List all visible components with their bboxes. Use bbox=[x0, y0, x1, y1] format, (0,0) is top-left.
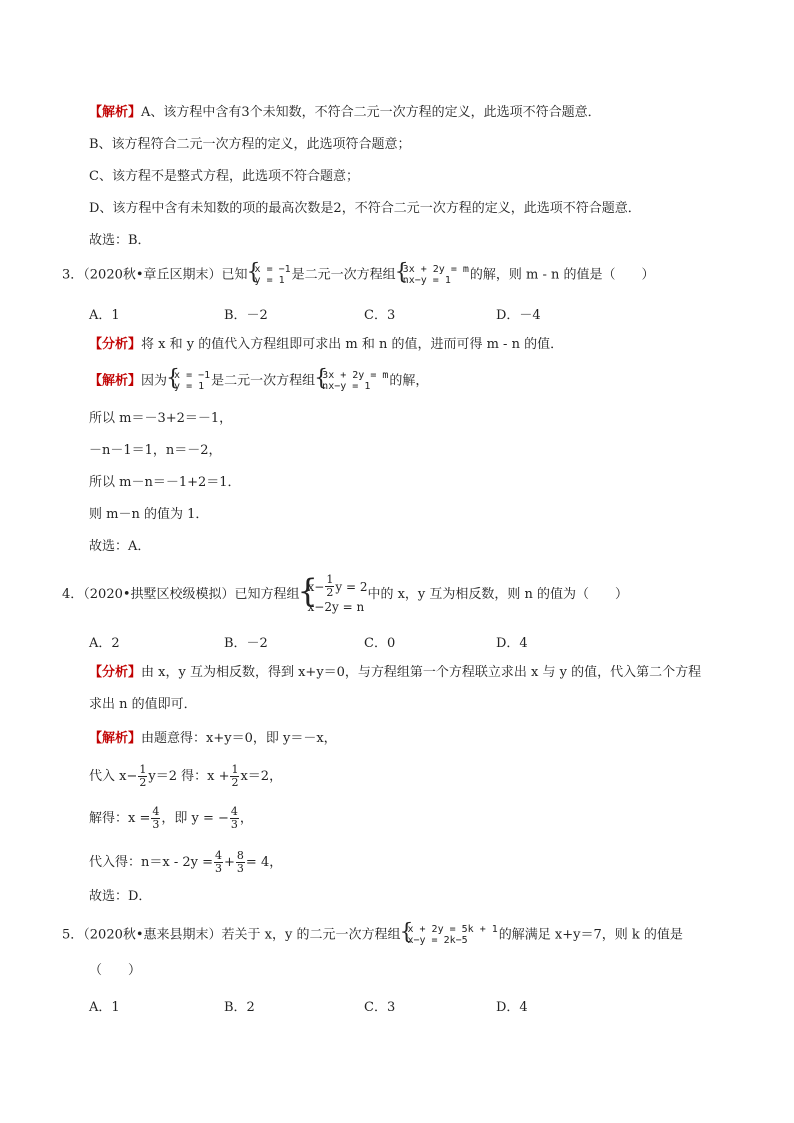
q3-sol-system-equations bbox=[316, 370, 388, 392]
q3-analysis bbox=[89, 336, 563, 354]
q4-option-c: C．0 bbox=[364, 636, 396, 651]
q4-sol2-frac2 bbox=[230, 764, 239, 789]
q3-sys1-row1: { x = −1 bbox=[254, 264, 291, 275]
analysis-tag: 【分析】 bbox=[89, 665, 142, 680]
q5-system bbox=[401, 924, 497, 946]
q3-step-4: 则 m－n 的值为 1． bbox=[89, 507, 209, 522]
q4-sol3-b: ，即 y = − bbox=[161, 811, 229, 826]
q2-a-text: A、该方程中含有3个未知数，不符合二元一次方程的定义，此选项不符合题意． bbox=[141, 105, 601, 120]
frac-den: 3 bbox=[152, 818, 160, 831]
q3-analysis-text: 将 x 和 y 的值代入方程组即可求出 m 和 n 的值，进而可得 m - n 的值． bbox=[141, 337, 564, 352]
q3-sol-sys2-row2: nx−y = 1 bbox=[322, 381, 371, 392]
q3-system-solution bbox=[249, 264, 291, 286]
q4-sys-frac bbox=[325, 574, 334, 599]
q4-option-a: A．2 bbox=[89, 636, 120, 651]
analysis-tag: 【分析】 bbox=[89, 337, 142, 352]
q3-option-b: B．－2 bbox=[224, 308, 268, 323]
q3-answer: 故选：A． bbox=[89, 539, 151, 554]
frac-den: 3 bbox=[236, 862, 244, 875]
q3-sol-system-solution bbox=[168, 370, 210, 392]
q5-sys-row2: x−y = 2k−5 bbox=[407, 935, 468, 946]
q4-sol3-frac2 bbox=[230, 806, 239, 831]
q3-stem bbox=[62, 264, 655, 286]
q2-analysis-b: B、该方程符合二元一次方程的定义，此选项符合题意； bbox=[89, 137, 411, 152]
q4-analysis-2: 求出 n 的值即可． bbox=[89, 697, 197, 712]
q5-paren: （ ） bbox=[89, 963, 142, 978]
q4-option-d: D．4 bbox=[496, 636, 528, 651]
q2-analysis-a bbox=[89, 104, 601, 122]
q4-sol4-frac1 bbox=[214, 850, 223, 875]
solution-tag: 【解析】 bbox=[89, 373, 142, 389]
frac-num: 1 bbox=[139, 763, 147, 776]
q4-sol4-a: 代入得：n＝x - 2y = bbox=[89, 855, 214, 870]
q4-sol4-frac2 bbox=[236, 850, 245, 875]
q5-option-b: B．2 bbox=[224, 1000, 255, 1015]
q3-stem-mid: 是二元一次方程组 bbox=[291, 267, 396, 283]
q3-sol-prefix: 因为 bbox=[141, 373, 168, 389]
q4-system bbox=[300, 574, 368, 615]
analysis-tag: 【解析】 bbox=[89, 105, 142, 120]
q3-sys2-row2: nx−y = 1 bbox=[402, 275, 451, 286]
q4-sol2-a: 代入 x− bbox=[89, 769, 138, 784]
q3-solution bbox=[89, 370, 428, 392]
q4-sys-row1-a: { x− bbox=[307, 579, 325, 594]
q5-option-d: D．4 bbox=[496, 1000, 528, 1015]
q4-sol2-c: x＝2， bbox=[240, 769, 283, 784]
solution-tag: 【解析】 bbox=[89, 731, 142, 746]
q3-stem-suffix: 的解，则 m - n 的值是（ ） bbox=[469, 267, 655, 283]
q4-stem-suffix: 中的 x，y 互为相反数，则 n 的值为（ ） bbox=[367, 587, 629, 602]
q3-option-d: D．－4 bbox=[496, 308, 541, 323]
q3-sol-sys2-row1: { 3x + 2y = m bbox=[322, 370, 389, 381]
q4-solution-4 bbox=[89, 850, 282, 875]
q5-stem-prefix: 5．（2020秋•惠来县期末）若关于 x，y 的二元一次方程组 bbox=[62, 927, 401, 943]
q3-sys2-row1: { 3x + 2y = m bbox=[402, 264, 469, 275]
q4-analysis-1 bbox=[89, 664, 701, 682]
q4-sol4-b: + bbox=[224, 855, 235, 870]
q3-sys1-row2: y = 1 bbox=[254, 275, 285, 286]
q4-sol4-c: = 4， bbox=[245, 855, 283, 870]
q4-solution-3 bbox=[89, 806, 253, 831]
q4-sol1-text: 由题意得：x+y＝0，即 y＝－x， bbox=[141, 731, 337, 746]
q4-sys-frac-den: 2 bbox=[326, 586, 334, 599]
q4-sys-row1 bbox=[308, 574, 368, 599]
q3-step-1: 所以 m＝－3+2＝－1， bbox=[89, 411, 233, 426]
frac-num: 8 bbox=[236, 849, 244, 862]
q5-stem bbox=[62, 924, 683, 946]
q4-sol2-b: y＝2 得：x + bbox=[148, 769, 230, 784]
q4-sol2-frac1 bbox=[138, 764, 147, 789]
frac-num: 4 bbox=[215, 849, 223, 862]
q4-sys-row2: x−2y = n bbox=[307, 600, 365, 614]
frac-num: 4 bbox=[230, 805, 238, 818]
q4-sol3-c: ， bbox=[239, 811, 253, 826]
frac-num: 1 bbox=[231, 763, 239, 776]
q3-option-a: A．1 bbox=[89, 308, 120, 323]
q4-solution-1 bbox=[89, 730, 337, 748]
q4-sys-frac-num: 1 bbox=[326, 573, 334, 586]
frac-num: 4 bbox=[152, 805, 160, 818]
q3-sol-suffix: 的解， bbox=[389, 373, 429, 389]
q3-sol-sys1-row2: y = 1 bbox=[174, 381, 205, 392]
frac-den: 3 bbox=[215, 862, 223, 875]
q3-system-equations bbox=[397, 264, 469, 286]
q4-stem bbox=[62, 574, 628, 615]
q4-option-b: B．－2 bbox=[224, 636, 268, 651]
q5-option-c: C．3 bbox=[364, 1000, 396, 1015]
q3-stem-prefix: 3．（2020秋•章丘区期末）已知 bbox=[62, 267, 248, 283]
q4-sol3-frac1 bbox=[151, 806, 160, 831]
q4-analysis-text: 由 x，y 互为相反数，得到 x+y＝0，与方程组第一个方程联立求出 x 与 y 的值，代入第二个方程 bbox=[141, 665, 702, 680]
q4-solution-2 bbox=[89, 764, 282, 789]
frac-den: 2 bbox=[139, 776, 147, 789]
q4-sol3-a: 解得：x = bbox=[89, 811, 151, 826]
q3-step-3: 所以 m－n＝－1+2＝1． bbox=[89, 475, 241, 490]
q4-answer: 故选：D． bbox=[89, 889, 152, 904]
q2-analysis-d: D、该方程中含有未知数的项的最高次数是2，不符合二元一次方程的定义，此选项不符合题意． bbox=[89, 201, 641, 216]
q3-option-c: C．3 bbox=[364, 308, 396, 323]
q5-stem-suffix: 的解满足 x+y＝7，则 k 的值是 bbox=[498, 927, 683, 943]
frac-den: 2 bbox=[231, 776, 239, 789]
q4-sys-row1-b: y = 2 bbox=[335, 579, 368, 594]
frac-den: 3 bbox=[230, 818, 238, 831]
q4-stem-prefix: 4．（2020•拱墅区校级模拟）已知方程组 bbox=[62, 587, 300, 602]
q3-sol-mid: 是二元一次方程组 bbox=[211, 373, 316, 389]
q3-sol-sys1-row1: { x = −1 bbox=[174, 370, 211, 381]
q3-step-2: －n－1＝1，n＝－2， bbox=[89, 443, 222, 458]
q2-answer: 故选：B． bbox=[89, 233, 151, 248]
q2-analysis-c: C、该方程不是整式方程，此选项不符合题意； bbox=[89, 169, 359, 184]
q5-option-a: A．1 bbox=[89, 1000, 120, 1015]
q5-sys-row1: { x + 2y = 5k + 1 bbox=[407, 924, 498, 935]
